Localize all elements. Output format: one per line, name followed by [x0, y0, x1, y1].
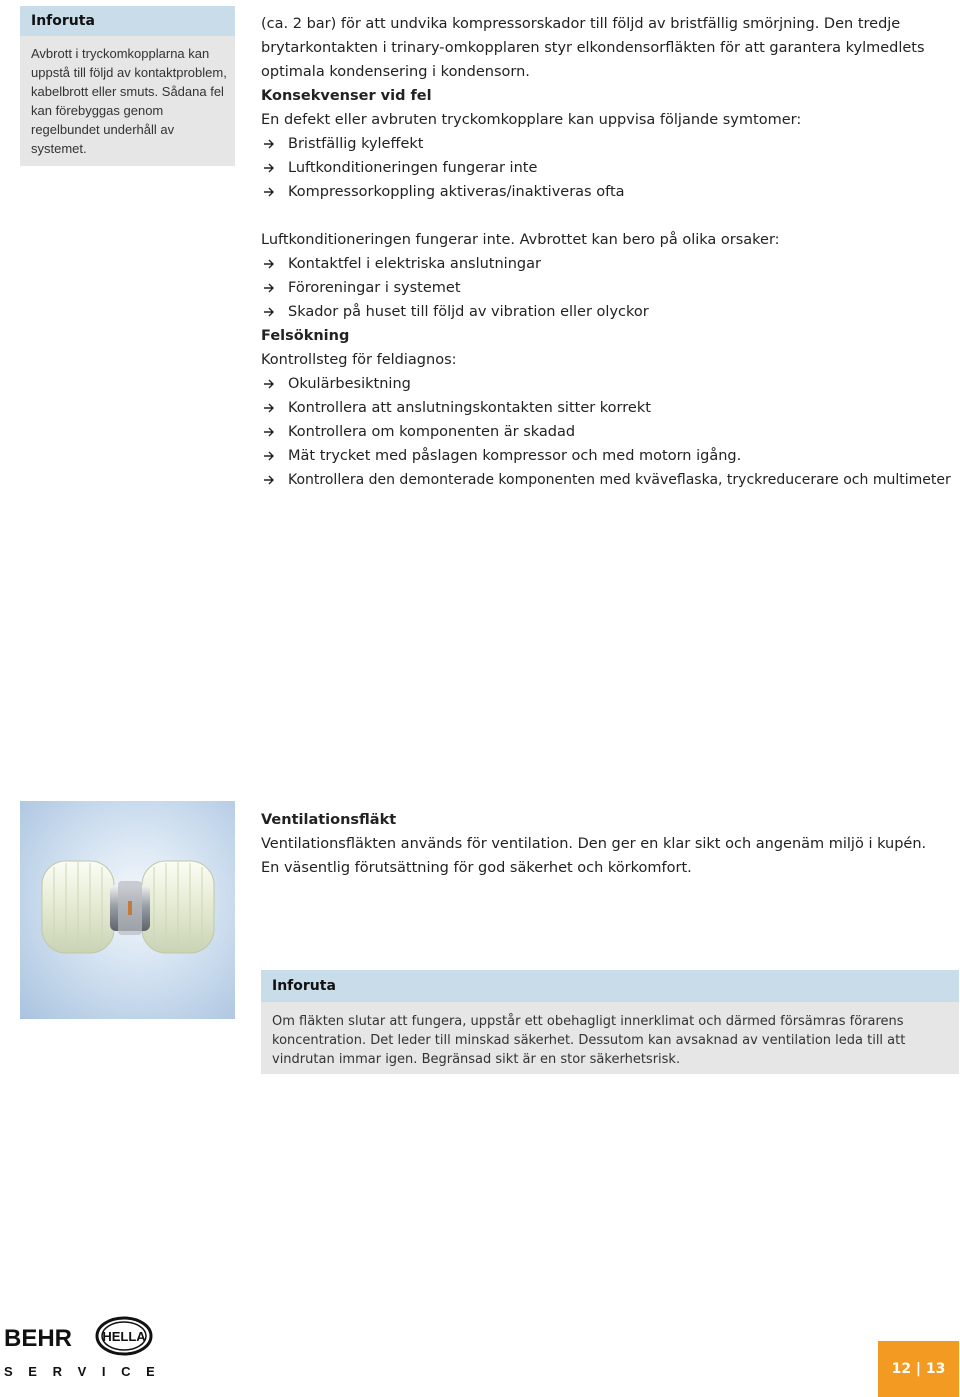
arrow-icon — [261, 420, 277, 444]
list-item: Kontaktfel i elektriska anslutningar — [261, 252, 956, 276]
info-box-text: Avbrott i tryckomkopplarna kan uppstå till följd av kontaktproblem, kabelbrott eller smuts. Sådana fel kan förebyggas genom regelbundet underhåll av systemet. — [31, 46, 227, 156]
ventilation-section — [261, 808, 956, 880]
symptom-list — [261, 132, 956, 204]
arrow-icon — [261, 276, 277, 300]
consequences-lead: En defekt eller avbruten tryckomkopplare kan uppvisa följande symtomer: — [261, 112, 802, 128]
ventilation-text-2: En väsentlig förutsättning för god säkerhet och körkomfort. — [261, 860, 692, 876]
consequences-heading: Konsekvenser vid fel — [261, 88, 432, 104]
arrow-icon — [261, 180, 277, 204]
main-content — [261, 12, 956, 492]
troubleshooting-list — [261, 372, 956, 492]
blower-fan-image — [20, 801, 235, 1019]
ventilation-heading: Ventilationsfläkt — [261, 812, 397, 828]
svg-text:HELLA: HELLA — [102, 1329, 146, 1344]
info-box-bottom — [261, 970, 959, 1074]
page-number-badge: 12 | 13 — [878, 1341, 959, 1397]
troubleshooting-lead: Kontrollsteg för feldiagnos: — [261, 352, 457, 368]
list-item: Föroreningar i systemet — [261, 276, 956, 300]
info-box-text: Om fläkten slutar att fungera, uppstår ett obehagligt innerklimat och därmed försämras förarens koncentration. Det leder till minskad säkerhet. Dessutom kan avsaknad av ventilation leda till att vindrutan immar igen. Begränsad sikt är en stor säkerhetsrisk. — [272, 1014, 906, 1067]
arrow-icon — [261, 156, 277, 180]
arrow-icon — [261, 372, 277, 396]
causes-lead: Luftkonditioneringen fungerar inte. Avbrottet kan bero på olika orsaker: — [261, 232, 780, 248]
list-item: Luftkonditioneringen fungerar inte — [261, 156, 956, 180]
arrow-icon — [261, 132, 277, 156]
arrow-icon — [261, 252, 277, 276]
info-box-title: Inforuta — [20, 6, 235, 36]
list-item: Bristfällig kyleffekt — [261, 132, 956, 156]
arrow-icon — [261, 468, 277, 492]
causes-list — [261, 252, 956, 324]
arrow-icon — [261, 444, 277, 468]
list-item: Kontrollera den demonterade komponenten med kväveflaska, tryckreducerare och multimeter — [261, 468, 956, 492]
behr-hella-service-logo — [4, 1316, 154, 1382]
info-box-title: Inforuta — [261, 970, 959, 1002]
intro-paragraph: (ca. 2 bar) för att undvika kompressorskador till följd av bristfällig smörjning. Den tredje brytarkontakten i trinary-omkopplaren styr elkondensorfläkten för att garantera kylmedlets optimala kondensering i kondensorn. — [261, 16, 925, 80]
list-item: Kompressorkoppling aktiveras/inaktiveras ofta — [261, 180, 956, 204]
svg-text:BEHR: BEHR — [4, 1325, 73, 1352]
ventilation-text-1: Ventilationsfläkten används för ventilation. Den ger en klar sikt och angenäm miljö i kupén. — [261, 836, 927, 852]
list-item: Kontrollera om komponenten är skadad — [261, 420, 956, 444]
arrow-icon — [261, 396, 277, 420]
list-item: Kontrollera att anslutningskontakten sitter korrekt — [261, 396, 956, 420]
list-item: Skador på huset till följd av vibration eller olyckor — [261, 300, 956, 324]
info-box-top — [20, 6, 235, 166]
list-item: Mät trycket med påslagen kompressor och med motorn igång. — [261, 444, 956, 468]
list-item: Okulärbesiktning — [261, 372, 956, 396]
arrow-icon — [261, 300, 277, 324]
troubleshooting-heading: Felsökning — [261, 328, 350, 344]
svg-text:S E R V I C E: S E R V I C E — [4, 1364, 154, 1379]
